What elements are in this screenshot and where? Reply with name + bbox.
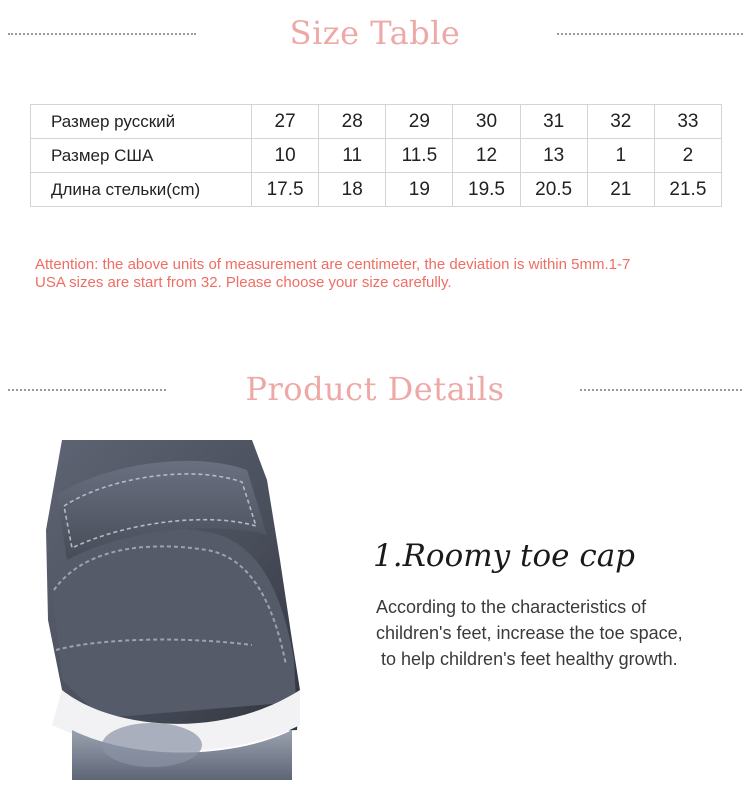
feature-desc-line: According to the characteristics of [376,597,647,617]
table-cell: 19 [386,173,453,207]
table-cell: 27 [252,105,319,139]
table-cell: 18 [319,173,386,207]
divider-right [580,389,742,391]
attention-note [35,256,735,292]
table-cell: 17.5 [252,173,319,207]
table-cell: 20.5 [520,173,587,207]
table-cell: 13 [520,139,587,173]
shoe-toe-image [42,440,304,780]
product-details-header [0,370,750,410]
size-table-header [0,14,750,54]
feature-description [376,594,746,672]
table-cell: 19.5 [453,173,520,207]
table-cell: 11.5 [386,139,453,173]
feature-desc-line: children's feet, increase the toe space, [376,623,683,643]
table-cell: 32 [587,105,654,139]
table-row [31,173,722,207]
row-label: Размер русский [31,105,252,139]
feature-title: 1.Roomy toe cap [373,538,636,574]
row-label: Длина стельки(cm) [31,173,252,207]
table-cell: 12 [453,139,520,173]
table-cell: 28 [319,105,386,139]
shoe-illustration [42,440,304,780]
size-table [30,104,722,207]
row-label: Размер США [31,139,252,173]
table-cell: 2 [654,139,721,173]
table-row [31,105,722,139]
table-cell: 31 [520,105,587,139]
attention-line-1: Attention: the above units of measurement are centimeter, the deviation is within 5mm.1-7 [35,256,631,273]
table-cell: 1 [587,139,654,173]
table-row [31,139,722,173]
table-cell: 30 [453,105,520,139]
table-cell: 21 [587,173,654,207]
attention-line-2: USA sizes are start from 32. Please choose your size carefully. [35,274,452,291]
product-details-title: Product Details [245,370,505,408]
table-cell: 10 [252,139,319,173]
table-cell: 29 [386,105,453,139]
size-table-title: Size Table [289,14,461,52]
table-cell: 33 [654,105,721,139]
divider-right [557,33,743,35]
table-cell: 21.5 [654,173,721,207]
feature-desc-line: to help children's feet healthy growth. [376,649,678,669]
table-cell: 11 [319,139,386,173]
